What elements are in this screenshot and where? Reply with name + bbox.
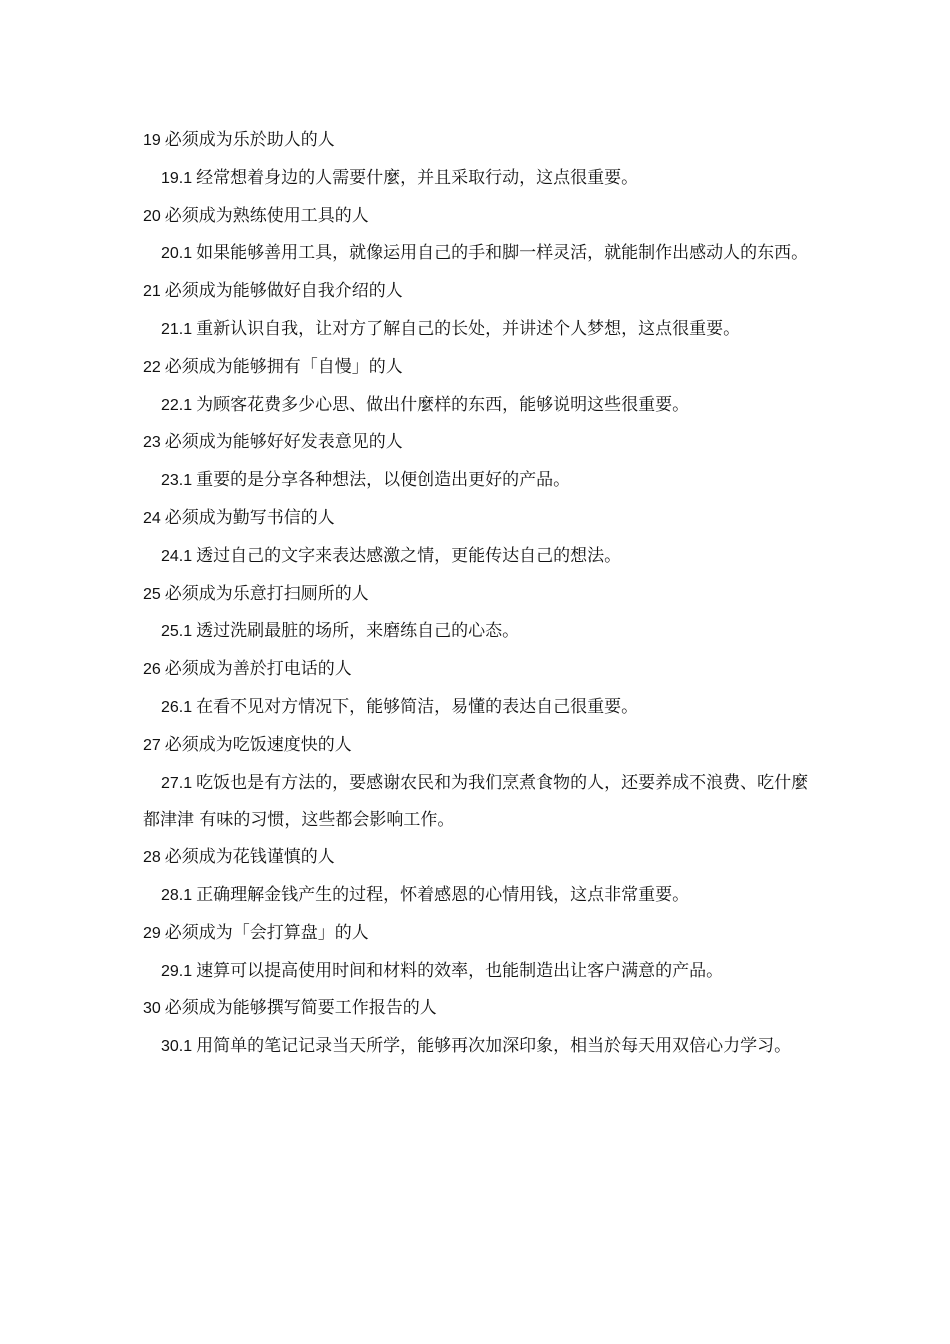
section-heading [143,839,811,877]
point-text: 在看不见对方情况下，能够简洁，易懂的表达自己很重要。 [196,696,639,717]
point-number: 27.1 [161,774,193,792]
heading-number: 23 [143,434,161,452]
section-heading [143,990,811,1028]
heading-text: 必须成为熟练使用工具的人 [164,205,369,226]
section-point [143,613,811,651]
point-number: 29.1 [161,962,193,980]
heading-number: 30 [143,1000,161,1018]
heading-number: 22 [143,358,161,376]
point-number: 23.1 [161,472,193,490]
point-text: 透过洗刷最脏的场所，来磨练自己的心态。 [196,621,520,642]
heading-text: 必须成为善於打电话的人 [164,659,352,680]
heading-number: 26 [143,661,161,679]
heading-text: 必须成为能够做好自我介绍的人 [164,281,403,302]
point-number: 26.1 [161,698,193,716]
point-number: 24.1 [161,547,193,565]
section-point [143,765,811,840]
section-point [143,877,811,915]
heading-number: 27 [143,736,161,754]
section-point [143,160,811,198]
heading-text: 必须成为「会打算盘」的人 [164,922,369,943]
point-text: 重新认识自我，让对方了解自己的长处，并讲述个人梦想，这点很重要。 [196,318,741,339]
point-text: 正确理解金钱产生的过程，怀着感恩的心情用钱，这点非常重要。 [196,884,690,905]
point-text: 透过自己的文字来表达感激之情，更能传达自己的想法。 [196,545,622,566]
section-heading [143,500,811,538]
heading-text: 必须成为乐意打扫厕所的人 [164,583,369,604]
heading-text: 必须成为能够好好发表意见的人 [164,432,403,453]
point-number: 25.1 [161,623,193,641]
section-point [143,235,811,273]
section-heading [143,576,811,614]
heading-number: 21 [143,283,161,301]
heading-number: 24 [143,509,161,527]
section-heading [143,122,811,160]
heading-number: 29 [143,924,161,942]
point-text: 重要的是分享各种想法，以便创造出更好的产品。 [196,470,571,491]
section-point [143,462,811,500]
section-point [143,953,811,991]
section-heading [143,273,811,311]
point-text: 如果能够善用工具，就像运用自己的手和脚一样灵活，就能制作出感动人的东西。 [196,243,809,264]
heading-text: 必须成为勤写书信的人 [164,507,335,528]
point-number: 21.1 [161,320,193,338]
section-point [143,689,811,727]
point-number: 22.1 [161,396,193,414]
point-number: 19.1 [161,169,193,187]
section-point [143,387,811,425]
section-heading [143,651,811,689]
heading-text: 必须成为花钱谨慎的人 [164,847,335,868]
section-heading [143,198,811,236]
section-point [143,311,811,349]
section-heading [143,915,811,953]
document-body [143,122,811,1066]
heading-text: 必须成为吃饭速度快的人 [164,734,352,755]
point-text: 速算可以提高使用时间和材料的效率，也能制造出让客户满意的产品。 [196,960,724,981]
point-text: 经常想着身边的人需要什麼，并且采取行动，这点很重要。 [196,167,639,188]
heading-number: 28 [143,849,161,867]
heading-number: 20 [143,207,161,225]
section-point [143,538,811,576]
heading-number: 25 [143,585,161,603]
section-heading [143,727,811,765]
point-number: 30.1 [161,1038,193,1056]
point-text: 用简单的笔记记录当天所学，能够再次加深印象，相当於每天用双倍心力学习。 [196,1036,792,1057]
point-text: 吃饭也是有方法的，要感谢农民和为我们烹煮食物的人，还要养成不浪费、吃什麼都津津 有味的习惯，这些都会影响工作。 [143,772,809,831]
section-heading [143,349,811,387]
heading-number: 19 [143,132,161,149]
heading-text: 必须成为乐於助人的人 [164,130,335,150]
section-point [143,1028,811,1066]
heading-text: 必须成为能够撰写简要工作报告的人 [164,998,437,1019]
point-text: 为顾客花费多少心思、做出什麼样的东西，能够说明这些很重要。 [196,394,690,415]
section-heading [143,424,811,462]
heading-text: 必须成为能够拥有「自慢」的人 [164,356,403,377]
point-number: 28.1 [161,886,193,904]
point-number: 20.1 [161,245,193,263]
